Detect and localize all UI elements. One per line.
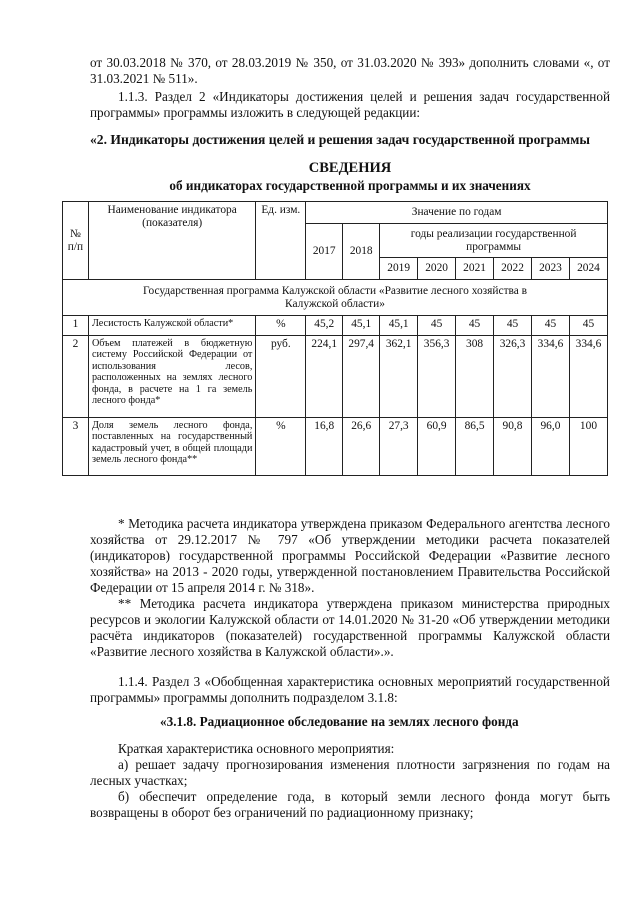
item-a: а) решает задачу прогнозирования изменения плотности загрязнения по годам на лесных участках; xyxy=(90,757,610,788)
row-2-value: 297,4 xyxy=(343,336,380,418)
row-1-name: Лесистость Калужской области* xyxy=(88,316,255,336)
row-2-value: 362,1 xyxy=(380,336,418,418)
row-2-value: 326,3 xyxy=(494,336,532,418)
row-1-num: 1 xyxy=(63,316,89,336)
program-title-row: Государственная программа Калужской области «Развитие лесного хозяйства в Калужской области» xyxy=(63,280,608,316)
header-unit: Ед. изм. xyxy=(256,202,306,280)
indicators-table xyxy=(62,201,608,476)
row-1-value: 45,2 xyxy=(306,316,343,336)
brief-characteristic: Краткая характеристика основного мероприятия: xyxy=(118,741,395,756)
footnote-1: * Методика расчета индикатора утверждена приказом Федерального агентства лесного хозяйства от 29.12.2017 № 797 «Об утверждении методики расчета показателей (индикаторов) государственной программы Российской Федерации «Развитие лесного хозяйства» на 2013 - 2020 годы, утвержденной постановлением Правительства Российской Федерации от 15 апреля 2014 г. № 318». xyxy=(90,516,610,595)
row-3-value: 16,8 xyxy=(306,418,343,476)
row-1-value: 45 xyxy=(494,316,532,336)
row-3-value: 60,9 xyxy=(418,418,456,476)
subsection-3-1-8-heading: «3.1.8. Радиационное обследование на землях лесного фонда xyxy=(160,714,519,729)
item-b: б) обеспечит определение года, в который земли лесного фонда могут быть возвращены в оборот без ограничений по радиационному признаку; xyxy=(90,789,610,820)
row-2-unit: руб. xyxy=(256,336,306,418)
header-year-2020: 2020 xyxy=(418,258,456,280)
header-year-2022: 2022 xyxy=(494,258,532,280)
row-1-value: 45 xyxy=(456,316,494,336)
row-3-value: 90,8 xyxy=(494,418,532,476)
row-1-value: 45,1 xyxy=(380,316,418,336)
header-year-2018: 2018 xyxy=(343,224,380,280)
row-2-value: 308 xyxy=(456,336,494,418)
row-3-value: 27,3 xyxy=(380,418,418,476)
row-1-unit: % xyxy=(256,316,306,336)
row-1-value: 45 xyxy=(531,316,569,336)
header-realization-years: годы реализации государственной программы xyxy=(380,224,608,258)
row-2-value: 224,1 xyxy=(306,336,343,418)
header-year-2021: 2021 xyxy=(456,258,494,280)
row-2-name: Объем платежей в бюджетную систему Российской Федерации от использования лесов, расположенных на землях лесного фонда, в расчете на 1 га земель лесного фонда* xyxy=(88,336,255,418)
header-year-2023: 2023 xyxy=(531,258,569,280)
header-year-2024: 2024 xyxy=(569,258,607,280)
row-1-value: 45 xyxy=(418,316,456,336)
header-num: № п/п xyxy=(63,202,89,280)
intro-paragraph: от 30.03.2018 № 370, от 28.03.2019 № 350, от 31.03.2020 № 393» дополнить словами «, от 31.03.2021 № 511». xyxy=(90,55,610,86)
row-2-num: 2 xyxy=(63,336,89,418)
header-name: Наименование индикатора (показателя) xyxy=(88,202,255,280)
row-3-value: 26,6 xyxy=(343,418,380,476)
paragraph-1-1-3: 1.1.3. Раздел 2 «Индикаторы достижения целей и решения задач государственной программы» программы изложить в следующей редакции: xyxy=(90,89,610,120)
row-2-value: 334,6 xyxy=(531,336,569,418)
row-2-value: 334,6 xyxy=(569,336,607,418)
row-3-num: 3 xyxy=(63,418,89,476)
row-1-value: 45,1 xyxy=(343,316,380,336)
header-year-2019: 2019 xyxy=(380,258,418,280)
row-1-value: 45 xyxy=(569,316,607,336)
row-3-name: Доля земель лесного фонда, поставленных на государственный кадастровый учет, в общей площади земель лесного фонда** xyxy=(88,418,255,476)
row-3-unit: % xyxy=(256,418,306,476)
header-values-by-year: Значение по годам xyxy=(306,202,608,224)
row-3-value: 100 xyxy=(569,418,607,476)
header-year-2017: 2017 xyxy=(306,224,343,280)
row-2-value: 356,3 xyxy=(418,336,456,418)
row-3-value: 96,0 xyxy=(531,418,569,476)
section-2-heading: «2. Индикаторы достижения целей и решения задач государственной программы xyxy=(90,132,591,147)
paragraph-1-1-4: 1.1.4. Раздел 3 «Обобщенная характеристика основных мероприятий государственной программы» программы дополнить подразделом 3.1.8: xyxy=(90,674,610,705)
svedenia-title: СВЕДЕНИЯ xyxy=(308,160,392,176)
svedenia-subtitle: об индикаторах государственной программы и их значениях xyxy=(169,178,531,193)
footnote-2: ** Методика расчета индикатора утверждена приказом министерства природных ресурсов и экологии Калужской области от 14.01.2020 № 31-20 «Об утверждении методики расчёта индикаторов (показателей) государственной программы Калужской области «Развитие лесного хозяйства в Калужской области».». xyxy=(90,596,610,659)
row-3-value: 86,5 xyxy=(456,418,494,476)
